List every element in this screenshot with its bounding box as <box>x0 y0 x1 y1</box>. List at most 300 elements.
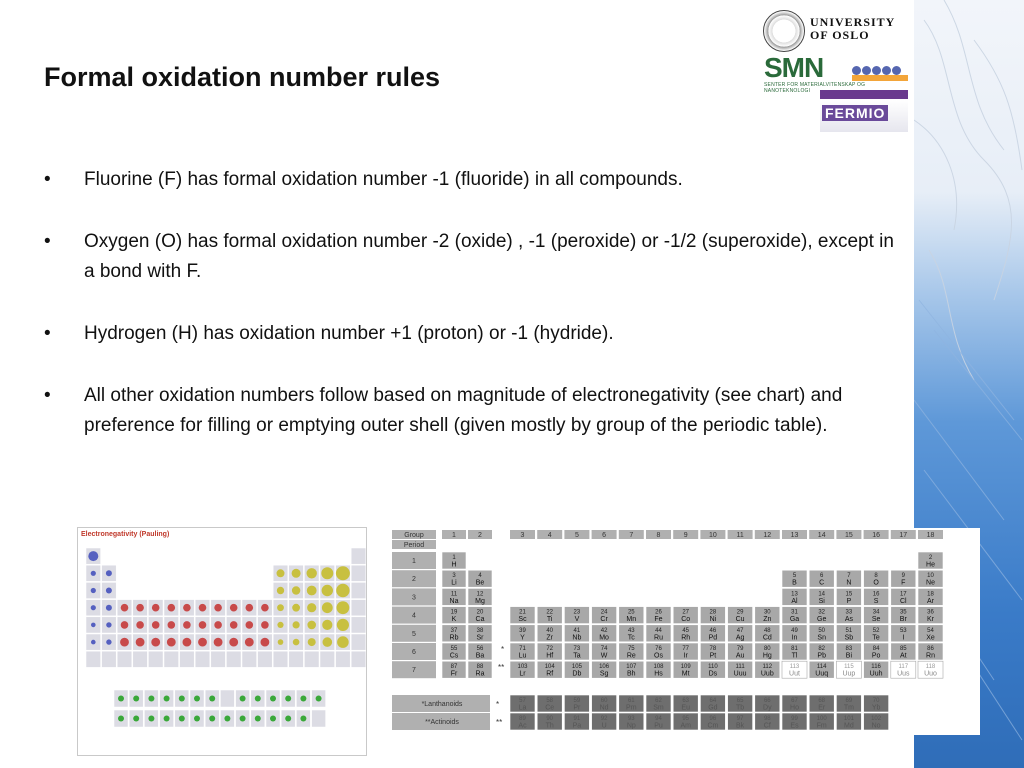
element-symbol: Ra <box>475 670 485 678</box>
element-number: 20 <box>476 609 484 616</box>
en-ball <box>307 586 317 596</box>
en-ball <box>307 603 316 612</box>
fermio-logo-text: FERMIO <box>822 105 888 121</box>
en-ball <box>91 571 96 576</box>
element-number: 81 <box>791 646 798 652</box>
element-symbol: V <box>574 616 580 624</box>
element-number: 29 <box>736 609 744 616</box>
en-fblock-ball <box>148 716 154 722</box>
en-fblock-ball <box>133 716 139 722</box>
fblock-element-symbol: Pm <box>626 704 637 712</box>
fblock-element-number: 97 <box>736 716 744 722</box>
en-fblock-ball <box>164 716 170 722</box>
group-number-label: 14 <box>817 532 826 539</box>
en-ball <box>277 587 284 594</box>
element-number: 50 <box>818 627 826 634</box>
element-number: 34 <box>872 609 880 616</box>
fblock-element-symbol: Eu <box>681 704 690 712</box>
element-number: 35 <box>899 609 907 616</box>
fblock-element-symbol: La <box>518 704 527 712</box>
element-symbol: Sb <box>844 634 854 642</box>
element-symbol: F <box>901 579 906 587</box>
en-ball <box>323 637 333 647</box>
element-symbol: Sr <box>476 634 484 642</box>
fblock-element-number: 69 <box>845 698 853 704</box>
en-cell <box>273 651 288 667</box>
element-number: 104 <box>544 664 555 671</box>
element-symbol: Uuq <box>815 670 829 678</box>
en-cell <box>320 651 335 667</box>
element-symbol: Mo <box>599 634 609 642</box>
en-ball <box>106 605 112 611</box>
element-number: 6 <box>820 573 824 580</box>
element-number: 31 <box>791 609 798 616</box>
element-number: 77 <box>682 646 690 652</box>
element-number: 103 <box>517 664 528 671</box>
en-cell <box>211 651 226 667</box>
element-symbol: Be <box>475 579 485 587</box>
period-number-label: 1 <box>412 558 416 565</box>
group-number-label: 17 <box>899 532 908 539</box>
group-number-label: 16 <box>872 532 880 539</box>
element-number: 4 <box>478 573 482 580</box>
element-symbol: Li <box>451 579 457 587</box>
element-symbol: Po <box>871 652 881 660</box>
fblock-element-symbol: Sm <box>653 704 664 712</box>
fblock-marker: * <box>496 700 500 709</box>
fblock-element-symbol: Tm <box>843 704 854 712</box>
lanthanoids-label: *Lanthanoids <box>421 701 463 708</box>
element-number: 27 <box>682 609 690 616</box>
element-symbol: Hf <box>546 652 554 660</box>
en-ball <box>214 604 222 612</box>
periodic-table-svg <box>392 528 980 735</box>
element-number: 74 <box>600 646 608 652</box>
en-fblock-ball <box>179 696 185 702</box>
element-symbol: At <box>899 652 907 660</box>
fblock-element-symbol: Ac <box>518 722 527 730</box>
group-number-label: 11 <box>736 532 744 539</box>
element-number: 110 <box>708 664 718 671</box>
element-symbol: Lu <box>518 652 527 660</box>
en-ball <box>293 639 300 646</box>
element-number: 12 <box>476 591 484 598</box>
fblock-element-number: 68 <box>818 698 826 704</box>
en-ball <box>307 568 317 578</box>
period-number-label: 3 <box>412 594 416 602</box>
en-fblock-ball <box>224 716 230 722</box>
element-symbol: Uus <box>897 670 910 678</box>
element-symbol: Ir <box>683 652 688 660</box>
element-symbol: Au <box>735 652 745 660</box>
fblock-element-number: 58 <box>546 698 554 704</box>
group-number-label: 3 <box>520 532 525 539</box>
actinoid-marker: ** <box>498 663 505 673</box>
en-ball <box>151 638 160 647</box>
en-ball <box>183 604 191 612</box>
group-number-label: 12 <box>763 532 772 539</box>
element-symbol: Fe <box>654 616 663 624</box>
element-symbol: Sn <box>817 634 826 642</box>
element-symbol: Ta <box>573 652 581 660</box>
smn-subtitle: SENTER FOR MATERIALVITENSKAP OG NANOTEKNOLOGI <box>764 82 866 94</box>
element-number: 106 <box>599 664 610 671</box>
en-cell <box>351 582 366 598</box>
element-symbol: Pt <box>709 652 717 660</box>
element-number: 53 <box>899 627 907 634</box>
element-symbol: O <box>873 579 879 587</box>
element-symbol: Sg <box>599 670 609 678</box>
element-number: 9 <box>901 573 905 580</box>
element-number: 14 <box>818 591 826 598</box>
fblock-element-symbol: Np <box>626 722 636 730</box>
element-number: 40 <box>546 627 554 634</box>
element-symbol: Tl <box>791 652 798 660</box>
en-ball <box>88 551 98 561</box>
element-number: 71 <box>519 646 526 652</box>
element-number: 88 <box>476 664 484 671</box>
element-number: 43 <box>627 627 635 634</box>
fblock-element-symbol: Bk <box>736 722 745 730</box>
element-number: 23 <box>573 609 581 616</box>
element-symbol: Pd <box>708 634 718 642</box>
en-fblock-ball <box>270 696 276 702</box>
en-ball <box>277 569 285 577</box>
element-number: 73 <box>573 646 581 652</box>
en-ball <box>199 604 207 612</box>
element-number: 39 <box>519 627 526 634</box>
element-symbol: Ni <box>709 616 717 624</box>
element-symbol: Zn <box>763 616 772 624</box>
en-cell <box>351 600 366 616</box>
en-fblock-ball <box>255 716 261 722</box>
electronegativity-chart <box>77 527 367 756</box>
element-symbol: Xe <box>926 634 935 642</box>
element-symbol: Cd <box>762 634 772 642</box>
fblock-element-number: 67 <box>791 698 798 704</box>
fblock-element-symbol: U <box>601 722 607 730</box>
element-number: 117 <box>898 664 909 671</box>
en-cell <box>351 565 366 581</box>
element-symbol: Rn <box>926 652 935 660</box>
element-symbol: S <box>873 597 879 605</box>
element-number: 24 <box>600 609 608 616</box>
fblock-element-number: 64 <box>709 698 717 704</box>
group-number-label: 15 <box>845 532 853 539</box>
element-number: 19 <box>450 609 458 616</box>
group-number-label: 10 <box>709 532 717 539</box>
fblock-element-symbol: Md <box>844 722 854 730</box>
fblock-element-number: 60 <box>600 698 608 704</box>
en-cell <box>86 651 101 667</box>
en-ball <box>106 570 112 576</box>
en-ball <box>321 567 333 579</box>
en-fblock-ball <box>194 716 200 722</box>
element-number: 55 <box>450 646 458 652</box>
period-number-label: 2 <box>412 576 416 584</box>
element-number: 30 <box>763 609 771 616</box>
element-symbol: Co <box>681 616 691 624</box>
element-number: 76 <box>655 646 662 652</box>
group-number-label: 8 <box>656 532 661 539</box>
en-cell <box>133 651 148 667</box>
en-ball <box>106 588 112 594</box>
fblock-element-number: 95 <box>682 716 690 722</box>
period-number-label: 4 <box>412 612 416 620</box>
en-cell <box>304 651 319 667</box>
period-number-label: 5 <box>412 630 416 638</box>
en-ball <box>277 622 283 628</box>
element-number: 51 <box>845 627 853 634</box>
element-symbol: Ne <box>926 579 935 587</box>
element-symbol: Ag <box>735 634 745 642</box>
en-ball <box>322 585 333 596</box>
element-number: 46 <box>709 627 717 634</box>
element-symbol: Kr <box>927 616 934 624</box>
en-cell <box>351 634 366 650</box>
university-seal-icon <box>763 10 805 52</box>
en-ball <box>230 604 238 612</box>
en-fblock-ball <box>255 696 261 702</box>
element-symbol: Hg <box>762 652 772 660</box>
element-symbol: B <box>792 579 797 587</box>
fermio-bar <box>820 90 908 99</box>
element-number: 5 <box>792 573 797 580</box>
element-number: 87 <box>450 664 458 671</box>
en-fblock-ball <box>118 716 124 722</box>
element-symbol: Mg <box>475 597 485 605</box>
electronegativity-chart-svg <box>78 528 366 755</box>
en-ball <box>245 638 254 647</box>
element-number: 11 <box>450 591 458 598</box>
element-number: 105 <box>571 664 582 671</box>
en-ball <box>308 638 316 646</box>
element-number: 37 <box>450 627 458 634</box>
en-ball <box>214 638 223 647</box>
fblock-element-symbol: Ce <box>545 704 555 712</box>
element-number: 26 <box>655 609 662 616</box>
fblock-element-symbol: Pr <box>573 704 581 712</box>
bullet-item-oxygen: • Oxygen (O) has formal oxidation number -2 (oxide) , -1 (peroxide) or -1/2 (superoxide), except in a bond with F. <box>44 227 894 287</box>
en-fblock-ball <box>209 716 215 722</box>
element-symbol: Os <box>654 652 663 660</box>
element-number: 72 <box>546 646 554 652</box>
en-cell <box>117 651 132 667</box>
fblock-element-symbol: Nd <box>599 704 609 712</box>
en-fblock-ball <box>194 696 200 702</box>
element-number: 3 <box>452 573 456 580</box>
en-ball <box>168 621 176 629</box>
group-number-label: 18 <box>926 532 935 539</box>
element-number: 75 <box>627 646 635 652</box>
element-number: 32 <box>818 609 826 616</box>
en-ball <box>261 621 269 629</box>
element-symbol: Mt <box>681 670 690 678</box>
element-symbol: Al <box>791 597 798 605</box>
element-symbol: I <box>902 634 905 642</box>
fblock-element-number: 66 <box>763 698 771 704</box>
period-number-label: 6 <box>412 649 416 656</box>
group-number-label: 7 <box>629 532 634 539</box>
group-number-label: 2 <box>478 532 482 539</box>
en-fblock-ball <box>316 696 322 702</box>
en-ball <box>336 566 350 580</box>
element-number: 47 <box>736 627 744 634</box>
fblock-element-symbol: Es <box>790 722 799 730</box>
element-number: 41 <box>573 627 581 634</box>
en-ball <box>292 604 300 612</box>
element-number: 17 <box>899 591 907 598</box>
element-number: 52 <box>872 627 880 634</box>
fblock-element-symbol: Er <box>818 704 826 712</box>
bullet-list <box>44 165 894 473</box>
element-symbol: Cr <box>600 616 608 624</box>
element-symbol: W <box>600 652 608 660</box>
bullet-item-other: • All other oxidation numbers follow based on magnitude of electronegativity (see chart) and preference for filling or emptying outer shell (given mostly by group of the periodic table). <box>44 381 894 441</box>
en-ball <box>292 586 300 594</box>
en-fblock-ball <box>285 696 291 702</box>
element-number: 85 <box>899 646 907 652</box>
en-fblock-ball <box>118 696 124 702</box>
element-number: 18 <box>927 591 934 598</box>
element-number: 115 <box>844 664 854 671</box>
element-number: 21 <box>519 609 526 616</box>
en-fblock-cell <box>220 690 234 707</box>
element-symbol: Uuh <box>869 670 883 678</box>
element-number: 108 <box>653 664 664 671</box>
en-ball <box>307 621 316 630</box>
en-ball <box>246 604 254 612</box>
en-ball <box>293 621 300 628</box>
element-symbol: Ar <box>927 597 934 605</box>
en-ball <box>214 621 222 629</box>
element-number: 42 <box>600 627 608 634</box>
element-number: 25 <box>627 609 635 616</box>
element-number: 10 <box>927 573 934 580</box>
element-number: 48 <box>763 627 771 634</box>
element-symbol: Rf <box>546 670 554 678</box>
element-symbol: Re <box>626 652 636 660</box>
element-number: 83 <box>845 646 853 652</box>
group-number-label: 1 <box>452 532 456 539</box>
en-cell <box>351 548 366 564</box>
en-ball <box>322 602 333 613</box>
en-cell <box>336 651 351 667</box>
smn-bar <box>852 75 908 81</box>
en-ball <box>136 638 145 647</box>
fblock-element-symbol: Cf <box>763 722 771 730</box>
fblock-element-number: 90 <box>546 716 554 722</box>
en-ball <box>183 621 191 629</box>
en-fblock-ball <box>164 696 170 702</box>
en-fblock-ball <box>133 696 139 702</box>
fblock-element-number: 62 <box>655 698 662 704</box>
element-number: 44 <box>655 627 662 634</box>
fblock-element-symbol: Ho <box>790 704 799 712</box>
element-symbol: C <box>819 579 825 587</box>
smn-logo <box>762 52 908 94</box>
en-ball <box>337 636 349 648</box>
en-cell <box>195 651 210 667</box>
element-symbol: Lr <box>519 670 526 678</box>
bullet-item-hydrogen: • Hydrogen (H) has oxidation number +1 (proton) or -1 (hydride). <box>44 319 894 349</box>
en-ball <box>261 604 269 612</box>
period-number-label: 7 <box>412 667 416 675</box>
en-ball <box>198 638 207 647</box>
element-symbol: Y <box>520 634 525 642</box>
element-number: 36 <box>927 609 934 616</box>
en-ball <box>91 605 96 610</box>
element-symbol: Uut <box>789 670 800 678</box>
en-cell <box>351 651 366 667</box>
en-fblock-ball <box>179 716 185 722</box>
en-ball <box>121 604 129 612</box>
fblock-element-symbol: Pu <box>654 722 663 730</box>
element-number: 113 <box>789 664 800 671</box>
en-cell <box>148 651 163 667</box>
en-ball <box>136 604 144 612</box>
element-number: 45 <box>682 627 690 634</box>
element-symbol: K <box>451 616 457 624</box>
element-number: 78 <box>709 646 717 652</box>
fblock-element-symbol: Pa <box>572 722 582 730</box>
group-number-label: 4 <box>547 532 552 539</box>
logo-group <box>760 8 920 138</box>
en-cell <box>164 651 179 667</box>
element-number: 2 <box>928 555 933 561</box>
element-number: 54 <box>927 627 934 634</box>
en-ball <box>136 621 144 629</box>
element-symbol: Rh <box>681 634 691 642</box>
element-number: 28 <box>709 609 717 616</box>
fblock-element-number: 89 <box>519 716 526 722</box>
element-number: 82 <box>818 646 826 652</box>
electronegativity-chart-title: Electronegativity (Pauling) <box>81 531 170 538</box>
element-symbol: Cs <box>449 652 459 660</box>
en-cell <box>226 651 241 667</box>
element-symbol: Uuu <box>733 670 747 678</box>
element-symbol: Na <box>449 597 459 605</box>
fblock-element-number: 92 <box>600 716 608 722</box>
element-number: 109 <box>680 664 691 671</box>
group-number-label: 6 <box>602 532 607 539</box>
en-ball <box>322 620 332 630</box>
fblock-element-number: 94 <box>655 716 662 722</box>
element-number: 56 <box>476 646 484 652</box>
en-ball <box>261 638 270 647</box>
en-fblock-ball <box>300 716 306 722</box>
element-number: 22 <box>546 609 554 616</box>
element-symbol: Zr <box>546 634 554 642</box>
element-symbol: Uuo <box>924 670 937 678</box>
element-symbol: Db <box>572 670 582 678</box>
fblock-element-number: 101 <box>843 716 854 722</box>
en-ball <box>229 638 238 647</box>
element-symbol: Nb <box>572 634 582 642</box>
element-symbol: Ds <box>708 670 718 678</box>
fblock-element-number: 99 <box>791 716 798 722</box>
en-fblock-cell <box>312 710 326 727</box>
element-symbol: Pb <box>817 652 826 660</box>
period-header-label: Period <box>403 542 425 549</box>
element-number: 116 <box>871 664 881 671</box>
element-number: 114 <box>816 664 827 671</box>
fblock-element-number: 61 <box>627 698 635 704</box>
fblock-element-symbol: Gd <box>708 704 718 712</box>
element-symbol: Ba <box>475 652 485 660</box>
element-number: 107 <box>626 664 637 671</box>
actinoids-label: **Actinoids <box>425 719 459 726</box>
